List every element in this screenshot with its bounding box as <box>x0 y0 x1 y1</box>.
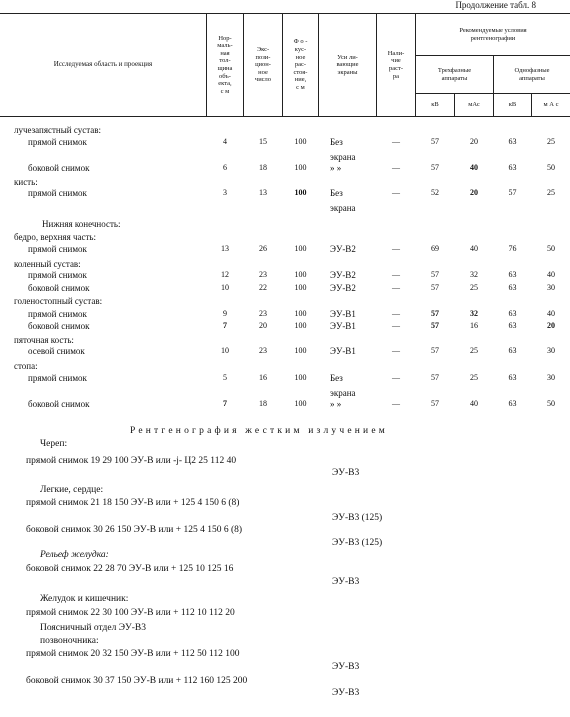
thickness-cell: 10 <box>221 283 229 292</box>
header-thickness: Нор- маль- ная тол- щина объ- екта, с м <box>217 34 233 95</box>
section-line: Череп: <box>40 439 68 449</box>
kv-single-cell: 63 <box>508 399 517 408</box>
focus-cell: 100 <box>294 399 307 408</box>
kv-single-cell: 63 <box>508 137 517 146</box>
mas-three-cell: 25 <box>470 346 478 355</box>
focus-cell: 100 <box>294 270 307 279</box>
exposure-cell: 20 <box>259 321 267 330</box>
row-label: прямой снимок <box>28 373 87 383</box>
header-single-phase: Однофазные аппараты <box>514 66 550 82</box>
kv-single-cell: 57 <box>508 188 517 197</box>
table-row <box>0 219 570 232</box>
row-label: кисть: <box>14 177 38 187</box>
mas-three-cell: 20 <box>470 137 478 146</box>
section-line: ЭУ-В3 (125) <box>332 538 383 548</box>
header-mas-three: мАс <box>468 101 480 109</box>
section-line: ЭУ-В3 <box>332 468 360 478</box>
thickness-cell: 13 <box>221 244 229 253</box>
header-recommended: Рекомендуемые условия рентгенографии <box>459 26 527 42</box>
table-row <box>0 137 570 150</box>
mas-three-cell: 40 <box>470 399 478 408</box>
thickness-cell: 10 <box>221 346 229 355</box>
section-line: прямой снимок 20 32 150 ЭУ-В или + 112 50 112 100 <box>26 649 240 659</box>
exposure-cell: 18 <box>259 399 267 408</box>
row-label: стопа: <box>14 361 38 371</box>
thickness-cell: 4 <box>223 137 227 146</box>
grid-cell: — <box>392 163 400 172</box>
grid-cell: — <box>392 309 400 318</box>
section-line: ЭУ-В3 (125) <box>332 513 383 523</box>
kv-three-cell: 57 <box>431 321 439 330</box>
kv-single-cell: 76 <box>508 244 517 253</box>
row-label: голеностопный сустав: <box>14 296 103 306</box>
thickness-cell: 9 <box>223 309 227 318</box>
section-line: Рельеф желудка: <box>40 550 109 560</box>
exposure-cell: 13 <box>259 188 267 197</box>
kv-three-cell: 57 <box>431 270 439 279</box>
section-line: прямой снимок 21 18 150 ЭУ-В или + 125 4 150 6 (8) <box>26 498 240 508</box>
row-label: боковой снимок <box>28 283 90 293</box>
kv-three-cell: 52 <box>431 188 439 197</box>
grid-cell: — <box>392 283 400 292</box>
row-label: бедро, верхняя часть: <box>14 232 97 242</box>
section-line: боковой снимок 22 28 70 ЭУ-В или + 125 10 125 16 <box>26 564 234 574</box>
screen-cell: » » <box>330 163 342 173</box>
header-focus: Ф о - кус- ное рас- стоя- ние, с м <box>293 38 308 91</box>
exposure-cell: 18 <box>259 163 267 172</box>
row-label: пяточная кость: <box>14 335 74 345</box>
section-line: прямой снимок 22 30 100 ЭУ-В или + 112 10 112 20 <box>26 608 235 618</box>
exposure-cell: 23 <box>259 309 267 318</box>
thickness-cell: 12 <box>221 270 229 279</box>
mas-three-cell: 40 <box>470 244 478 253</box>
row-label: осевой снимок <box>28 346 85 356</box>
mas-three-cell: 32 <box>470 270 478 279</box>
header-mas-single: м А с <box>543 101 559 109</box>
screen-cell: ЭУ-В1 <box>330 321 356 331</box>
table-row <box>0 163 570 176</box>
grid-cell: — <box>392 346 400 355</box>
grid-cell: — <box>392 270 400 279</box>
thickness-cell: 7 <box>223 321 227 330</box>
section-line: прямой снимок 19 29 100 ЭУ-В или -j- Ц2 25 112 40 <box>26 456 237 466</box>
grid-cell: — <box>392 399 400 408</box>
mas-single-cell: 50 <box>547 244 555 253</box>
section-line: ЭУ-В3 <box>332 688 360 698</box>
screen-cell: ЭУ-В1 <box>330 309 356 319</box>
screen-cell: » » <box>330 399 342 409</box>
grid-cell: — <box>392 137 400 146</box>
screen-cell: ЭУ-В2 <box>330 244 356 254</box>
focus-cell: 100 <box>294 244 307 253</box>
focus-cell: 100 <box>294 321 307 330</box>
table-row <box>0 244 570 257</box>
mas-single-cell: 25 <box>547 137 555 146</box>
screen-cell: экрана <box>330 388 356 398</box>
row-label: коленный сустав: <box>14 259 81 269</box>
section-line: Легкие, сердце: <box>40 485 104 495</box>
mas-single-cell: 40 <box>547 309 555 318</box>
section-line: Поясничный отдел ЭУ-В3 <box>40 623 146 633</box>
row-label: боковой снимок <box>28 321 90 331</box>
kv-single-cell: 63 <box>508 309 517 318</box>
header-kv-three: кВ <box>431 101 439 109</box>
mas-single-cell: 50 <box>547 163 555 172</box>
table-row <box>0 203 570 216</box>
row-label: прямой снимок <box>28 137 87 147</box>
kv-three-cell: 57 <box>431 309 439 318</box>
kv-three-cell: 57 <box>431 346 439 355</box>
mas-single-cell: 25 <box>547 188 555 197</box>
thickness-cell: 7 <box>223 399 227 408</box>
focus-cell: 100 <box>294 283 307 292</box>
screen-cell: Без <box>330 373 343 383</box>
row-label: прямой снимок <box>28 188 87 198</box>
section-line: боковой снимок 30 37 150 ЭУ-В или + 112 160 125 200 <box>26 676 248 686</box>
kv-three-cell: 57 <box>431 137 439 146</box>
mas-single-cell: 30 <box>547 283 555 292</box>
section-line: боковой снимок 30 26 150 ЭУ-В или + 125 4 150 6 (8) <box>26 525 243 535</box>
kv-single-cell: 63 <box>508 373 517 382</box>
screen-cell: ЭУ-В2 <box>330 283 356 293</box>
grid-cell: — <box>392 373 400 382</box>
table-row <box>0 321 570 334</box>
focus-cell: 100 <box>294 137 307 146</box>
header-screens: Уси ли- вающие экраны <box>336 53 359 76</box>
screen-cell: ЭУ-В2 <box>330 270 356 280</box>
kv-three-cell: 57 <box>431 163 439 172</box>
grid-cell: — <box>392 188 400 197</box>
kv-three-cell: 57 <box>431 399 439 408</box>
focus-cell: 100 <box>294 373 307 382</box>
exposure-cell: 22 <box>259 283 267 292</box>
mas-single-cell: 40 <box>547 270 555 279</box>
row-label: лучезапястный сустав: <box>14 125 102 135</box>
mas-single-cell: 20 <box>547 321 555 330</box>
table-row <box>0 270 570 283</box>
section-line: ЭУ-В3 <box>332 577 360 587</box>
screen-cell: экрана <box>330 152 356 162</box>
kv-single-cell: 63 <box>508 321 517 330</box>
row-label: боковой снимок <box>28 163 90 173</box>
section-line: ЭУ-В3 <box>332 662 360 672</box>
table-continuation-note: Продолжение табл. 8 <box>455 0 536 10</box>
exposure-cell: 23 <box>259 346 267 355</box>
mas-three-cell: 25 <box>470 373 478 382</box>
kv-three-cell: 57 <box>431 373 439 382</box>
exposure-cell: 26 <box>259 244 267 253</box>
section-line: Желудок и кишечник: <box>40 594 129 604</box>
section-title: Рентгенография жестким излучением <box>130 426 388 436</box>
focus-cell: 100 <box>294 163 307 172</box>
kv-single-cell: 63 <box>508 163 517 172</box>
thickness-cell: 6 <box>223 163 227 172</box>
table-row <box>0 399 570 412</box>
mas-single-cell: 30 <box>547 346 555 355</box>
focus-cell: 100 <box>294 188 307 197</box>
header-bottom-rule <box>0 116 570 117</box>
kv-three-cell: 69 <box>431 244 439 253</box>
mas-three-cell: 20 <box>470 188 478 197</box>
focus-cell: 100 <box>294 346 307 355</box>
header-region: Исследуемая область и проекция <box>53 60 153 69</box>
screen-cell: ЭУ-В1 <box>330 346 356 356</box>
row-label: прямой снимок <box>28 309 87 319</box>
kv-three-cell: 57 <box>431 283 439 292</box>
kv-single-cell: 63 <box>508 270 517 279</box>
thickness-cell: 5 <box>223 373 227 382</box>
kv-single-cell: 63 <box>508 283 517 292</box>
grid-cell: — <box>392 321 400 330</box>
header-kv-single: кВ <box>508 101 517 109</box>
row-label: прямой снимок <box>28 270 87 280</box>
mas-three-cell: 25 <box>470 283 478 292</box>
screen-cell: экрана <box>330 203 356 213</box>
mas-three-cell: 40 <box>470 163 478 172</box>
mas-three-cell: 16 <box>470 321 478 330</box>
exposure-cell: 15 <box>259 137 267 146</box>
row-label: Нижняя конечность: <box>42 219 121 229</box>
mas-single-cell: 50 <box>547 399 555 408</box>
table-row <box>0 283 570 296</box>
kv-single-cell: 63 <box>508 346 517 355</box>
exposure-cell: 23 <box>259 270 267 279</box>
thickness-cell: 3 <box>223 188 227 197</box>
screen-cell: Без <box>330 188 343 198</box>
table-row <box>0 346 570 359</box>
screen-cell: Без <box>330 137 343 147</box>
mas-single-cell: 30 <box>547 373 555 382</box>
header-grid: Нали- чие раст- ра <box>387 49 405 80</box>
grid-cell: — <box>392 244 400 253</box>
table-row <box>0 296 570 309</box>
section-line: позвоночника: <box>40 636 99 646</box>
header-exposure: Экс- пози- цион- ное число <box>254 46 272 84</box>
exposure-cell: 16 <box>259 373 267 382</box>
header-three-phase: Трехфазные аппараты <box>437 66 472 82</box>
focus-cell: 100 <box>294 309 307 318</box>
table-row <box>0 373 570 386</box>
row-label: боковой снимок <box>28 399 90 409</box>
table-row <box>0 188 570 201</box>
mas-three-cell: 32 <box>470 309 478 318</box>
row-label: прямой снимок <box>28 244 87 254</box>
